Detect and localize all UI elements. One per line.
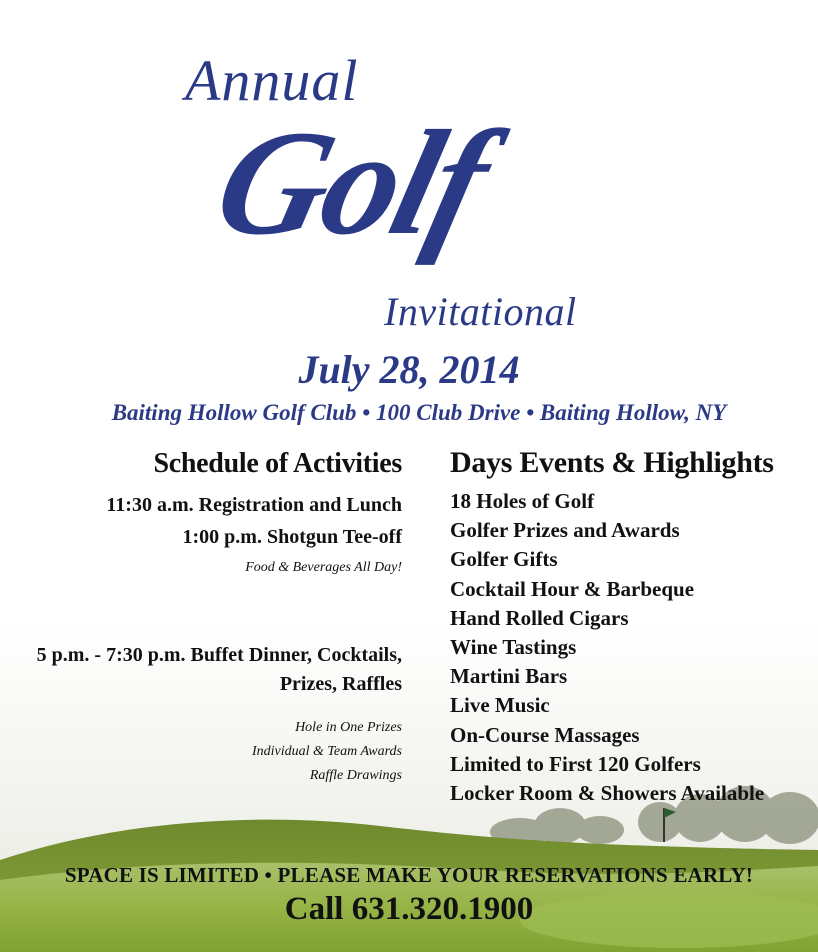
highlights-section	[450, 448, 810, 808]
schedule-heading: Schedule of Activities	[153, 448, 402, 479]
highlight-item: Locker Room & Showers Available	[450, 781, 765, 806]
title-annual: Annual	[185, 48, 359, 113]
event-venue: Baiting Hollow Golf Club • 100 Club Drive • Baiting Hollow, NY	[111, 400, 727, 425]
highlight-item: Wine Tastings	[450, 635, 577, 660]
reservation-phone: Call 631.320.1900	[284, 891, 534, 927]
schedule-dinner-line-1: 5 p.m. - 7:30 p.m. Buffet Dinner, Cocktails,	[36, 644, 402, 666]
award-item: Raffle Drawings	[309, 768, 402, 784]
highlight-item: Martini Bars	[450, 664, 568, 689]
highlight-item: Golfer Prizes and Awards	[450, 518, 680, 543]
highlight-item: Live Music	[450, 693, 550, 718]
schedule-note: Food & Beverages All Day!	[245, 560, 402, 575]
schedule-item-registration: 11:30 a.m. Registration and Lunch	[106, 494, 402, 516]
title-golf: Golf	[201, 100, 502, 266]
award-item: Individual & Team Awards	[251, 744, 402, 760]
schedule-item-tee-off: 1:00 p.m. Shotgun Tee-off	[182, 526, 402, 548]
schedule-section	[0, 450, 402, 575]
highlight-item: Golfer Gifts	[450, 547, 558, 572]
highlight-item: On-Course Massages	[450, 722, 640, 747]
highlight-item: Limited to First 120 Golfers	[450, 751, 701, 776]
awards-list	[0, 716, 402, 788]
highlights-heading: Days Events & Highlights	[450, 446, 774, 479]
schedule-dinner	[0, 641, 402, 699]
event-date: July 28, 2014	[298, 347, 520, 392]
title-invitational: Invitational	[384, 289, 577, 334]
highlight-item: Cocktail Hour & Barbeque	[450, 576, 695, 601]
award-item: Hole in One Prizes	[295, 720, 402, 735]
space-limited-notice: SPACE IS LIMITED • PLEASE MAKE YOUR RESERVATIONS EARLY!	[64, 863, 754, 887]
highlight-item: Hand Rolled Cigars	[450, 605, 629, 630]
highlight-item: 18 Holes of Golf	[450, 489, 595, 513]
schedule-dinner-line-2: Prizes, Raffles	[279, 673, 402, 695]
